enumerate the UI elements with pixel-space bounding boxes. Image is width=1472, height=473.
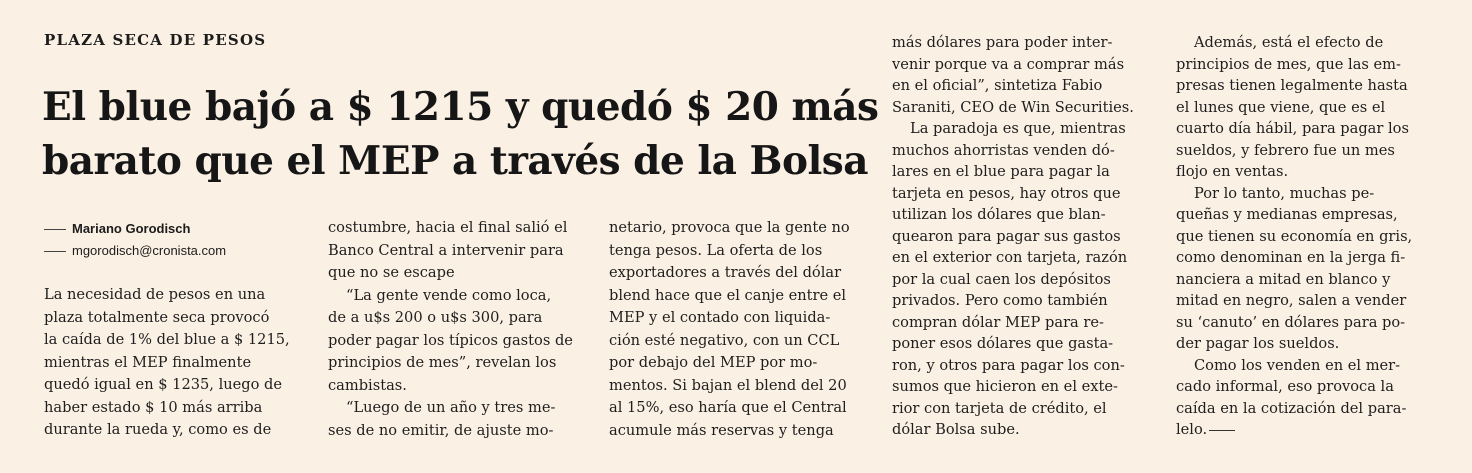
text-line: der pagar los sueldos. (1176, 335, 1340, 352)
text-line: exportadores a través del dólar (609, 264, 842, 281)
text-line: MEP y el contado con liquida- (609, 309, 831, 326)
text-line: poner esos dólares que gasta- (892, 335, 1114, 352)
text-line: presas tienen legalmente hasta (1176, 77, 1408, 94)
text-line: que no se escape (328, 264, 455, 281)
text-line: en el oficial”, sintetiza Fabio (892, 77, 1103, 94)
text-line: sueldos, y febrero fue un mes (1176, 141, 1395, 159)
byline-rule (44, 251, 66, 252)
text-line: mientras el MEP finalmente (44, 353, 252, 371)
text-line: ron, y otros para pagar los con- (892, 356, 1125, 374)
text-line: como denominan en la jerga fi- (1176, 249, 1406, 266)
article-column-2 (328, 217, 573, 442)
text-line: poder pagar los típicos gastos de (328, 331, 573, 349)
text-line: La necesidad de pesos en una (44, 286, 266, 303)
text-line: dólar Bolsa sube. (892, 421, 1020, 438)
text-line-last (1176, 419, 1412, 441)
byline-rule (44, 229, 66, 230)
text-line: Saraniti, CEO de Win Securities. (892, 98, 1134, 116)
byline (44, 218, 226, 262)
text-line: Por lo tanto, muchas pe- (1194, 184, 1375, 202)
text-line: principios de mes, que las em- (1176, 55, 1401, 73)
text-line: costumbre, hacia el final salió el (328, 219, 568, 236)
text-line: ción esté negativo, con un CCL (609, 331, 840, 349)
headline-line: El blue bajó a $ 1215 y quedó $ 20 más (42, 84, 879, 130)
text-line: quedó igual en $ 1235, luego de (44, 376, 283, 393)
text-line: privados. Pero como también (892, 292, 1108, 309)
text-line: haber estado $ 10 más arriba (44, 398, 263, 416)
text-line: plaza totalmente seca provocó (44, 308, 270, 326)
headline-line: barato que el MEP a través de la Bolsa (42, 138, 869, 184)
headline (42, 80, 879, 188)
last-line-text: lelo. (1176, 421, 1208, 438)
text-line: Como los venden en el mer- (1194, 356, 1401, 374)
article-column-3 (609, 217, 850, 442)
text-line: por debajo del MEP por mo- (609, 354, 818, 371)
text-line: flojo en ventas. (1176, 163, 1289, 180)
text-line: “La gente vende como loca, (346, 286, 552, 304)
text-line: más dólares para poder inter- (892, 34, 1113, 51)
text-line: acumule más reservas y tenga (609, 421, 834, 439)
text-line: principios de mes”, revelan los (328, 354, 557, 371)
text-line: cado informal, eso provoca la (1176, 378, 1394, 395)
text-line: el lunes que viene, que es el (1176, 98, 1386, 116)
text-line: que tienen su economía en gris, (1176, 227, 1413, 245)
section-kicker: PLAZA SECA DE PESOS (44, 31, 267, 49)
text-line: “Luego de un año y tres me- (346, 399, 556, 416)
text-line: quearon para pagar sus gastos (892, 227, 1121, 245)
text-line: cambistas. (328, 376, 407, 394)
text-line: queñas y medianas empresas, (1176, 206, 1398, 223)
text-line: su ‘canuto’ en dólares para po- (1176, 313, 1406, 331)
text-line: venir porque va a comprar más (892, 55, 1125, 73)
text-line: cuarto día hábil, para pagar los (1176, 120, 1409, 137)
text-line: netario, provoca que la gente no (609, 219, 850, 236)
text-line: mentos. Si bajan el blend del 20 (609, 376, 847, 394)
article-column-1 (44, 284, 290, 442)
text-line: muchos ahorristas venden dó- (892, 141, 1115, 159)
text-line: tarjeta en pesos, hay otros que (892, 184, 1121, 202)
text-line: por la cual caen los depósitos (892, 270, 1111, 288)
text-line: lares en el blue para pagar la (892, 163, 1110, 180)
text-line: tenga pesos. La oferta de los (609, 241, 823, 259)
article-column-5 (1176, 32, 1412, 441)
text-line: en el exterior con tarjeta, razón (892, 249, 1128, 266)
author-name: Mariano Gorodisch (72, 221, 191, 236)
text-line: de a u$s 200 o u$s 300, para (328, 309, 543, 326)
text-line: compran dólar MEP para re- (892, 313, 1104, 331)
text-line: blend hace que el canje entre el (609, 286, 847, 304)
text-line: mitad en negro, salen a vender (1176, 292, 1407, 309)
text-line: sumos que hicieron en el exte- (892, 378, 1118, 395)
text-line: la caída de 1% del blue a $ 1215, (44, 331, 290, 348)
end-of-article-rule (1209, 430, 1235, 431)
text-line: ses de no emitir, de ajuste mo- (328, 421, 554, 439)
article-column-4 (892, 32, 1134, 441)
text-line: al 15%, eso haría que el Central (609, 399, 847, 416)
text-line: La paradoja es que, mientras (910, 120, 1126, 137)
author-email: mgorodisch@cronista.com (72, 243, 227, 258)
text-line: Banco Central a intervenir para (328, 241, 564, 259)
text-line: caída en la cotización del para- (1176, 399, 1407, 417)
text-line: utilizan los dólares que blan- (892, 206, 1106, 223)
text-line: durante la rueda y, como es de (44, 421, 272, 438)
text-line: Además, está el efecto de (1194, 34, 1384, 51)
text-line: rior con tarjeta de crédito, el (892, 399, 1107, 417)
text-line: nanciera a mitad en blanco y (1176, 270, 1391, 288)
